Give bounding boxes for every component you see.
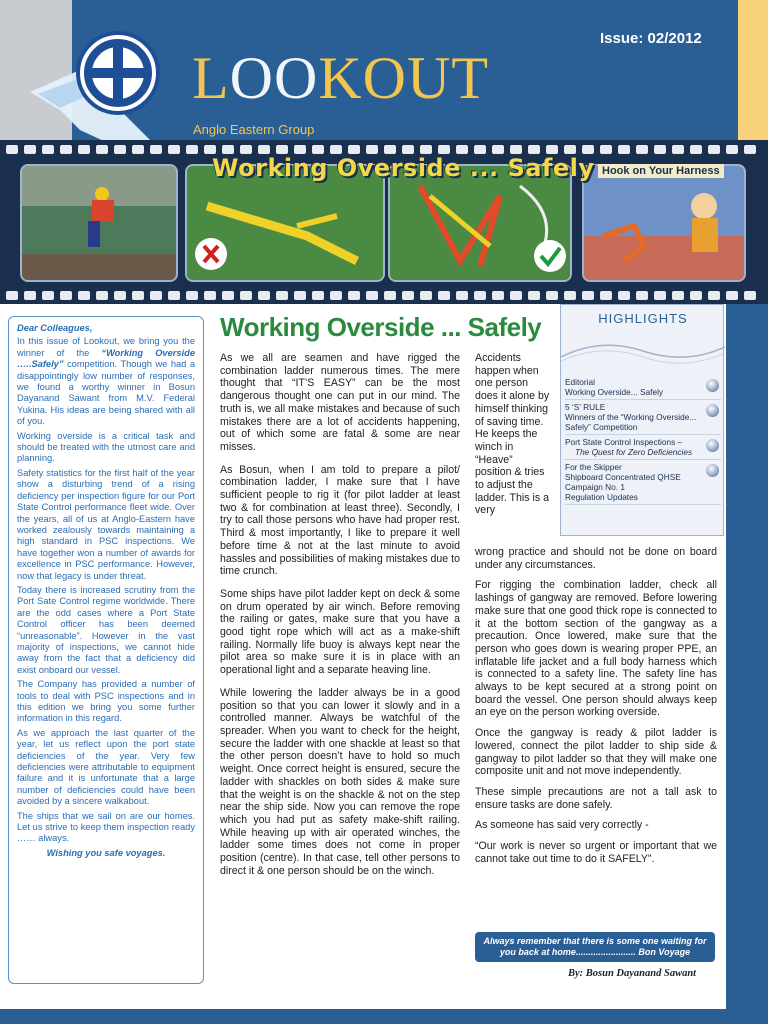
article-paragraph: Once the gangway is ready & pilot ladder is lowered, connect the pilot ladder to ship side & gangway to pilot ladder so that they will make one composite unit and not move independently. (475, 727, 717, 778)
bullet-sphere-icon (706, 464, 719, 477)
perforation-hole (564, 145, 576, 154)
editorial-paragraph: Today there is increased scrutiny from the Port Sate Control regime worldwide. There are the odd cases where a Port State Control officer has been deemed “unreasonable”. However in the vast majority of inspections, we cannot hide away from the fact that a deficiency did exist onboard our vessel. (17, 584, 195, 675)
perforation-hole (294, 145, 306, 154)
anglo-eastern-logo-icon (75, 30, 161, 116)
editorial-paragraph: The ships that we sail on are our homes. Let us strive to keep them inspection ready …… always. (17, 810, 195, 844)
editorial-box (8, 316, 204, 984)
perforation-hole (366, 291, 378, 300)
perforation-hole (582, 291, 594, 300)
photo-filmstrip (0, 140, 768, 304)
perforation-hole (114, 145, 126, 154)
perforation-hole (330, 291, 342, 300)
perforation-hole (726, 145, 738, 154)
article-byline: By: Bosun Dayanand Sawant (568, 968, 697, 979)
perforation-hole (546, 145, 558, 154)
perforation-hole (618, 291, 630, 300)
article-title: Working Overside ... Safely (220, 312, 542, 342)
article-paragraph: For rigging the combination ladder, check all lashings of gangway are removed. Before lowering make sure that one good thick rope is connected to it at the bottom section of the gangway as a precaution. Once lowered, make sure that the person who goes down is wearing proper PPE, an inflatable life jacket and a full body harness which is connected to a safety line. The safety line has always to be kept secured at a strong point on board the vessel. One person should always keep an eye on the person working overside. (475, 579, 717, 719)
masthead-yellow-bar (738, 0, 768, 140)
editorial-signoff: Wishing you safe voyages. (46, 847, 166, 858)
editorial-paragraph: Working overside is a critical task and should be treated with the utmost care and planning. (17, 430, 195, 464)
perforation-hole (168, 145, 180, 154)
article-column-right-narrow: Accidents happen when one person does it alone by himself thinking of saving time. He keeps the winch in “Heave” position & tries to adjust the ladder. This is a very (475, 352, 550, 517)
article-paragraph: Some ships have pilot ladder kept on deck & some on drum operated by air winch. Before removing the railing or gates, make sure that you have a good tight rope which will act as a make-shift railing. Normally life buoy is always kept near the pilot area so make sure it is in place with an operational light and a separate heaving line. (220, 587, 460, 677)
perforation-hole (384, 145, 396, 154)
perforation-hole (96, 291, 108, 300)
editorial-paragraph: In this issue of Lookout, we bring you the winner of the “Working Overside …..Safely” competition. Though we had a disappointingly low number of responses, we found a worthy winner in Bosun Dayanand Sawant from M.V. Federal Yukina. His ideas are being shared with all of you. (17, 336, 195, 427)
perforation-hole (348, 145, 360, 154)
perforation-hole (618, 145, 630, 154)
perforation-hole (402, 291, 414, 300)
perforation-hole (726, 291, 738, 300)
perforation-hole (492, 145, 504, 154)
perforation-hole (276, 145, 288, 154)
perforation-hole (204, 291, 216, 300)
perforation-hole (6, 145, 18, 154)
bullet-sphere-icon (706, 439, 719, 452)
article-column-right (475, 546, 717, 873)
highlights-item[interactable]: For the Skipper Shipboard Concentrated QHSE Campaign No. 1 Regulation Updates (565, 460, 721, 505)
perforation-hole (438, 145, 450, 154)
article-paragraph: As we all are seamen and have rigged the combination ladder numerous times. The mere thought that “IT’S EASY” can be the most dangerous thought one can put in our mind. The truth is, we all make mistakes and because of such mistakes there are a lot of accidents happening, out of which some are fatal & some are near misses. (220, 352, 460, 453)
editorial-paragraph: Safety statistics for the first half of the year show a disturbing trend of a rising deficiency per inspection figure for our Port State Control performance fleet wide. Over the years, all of us at Anglo-Eastern have worked zealously towards maintaining a high standard in PSC inspections. We have together won a number of awards for excellence in PSC performance. However, now that legacy is under threat. (17, 467, 195, 581)
perforation-hole (708, 291, 720, 300)
article-paragraph: As someone has said very correctly - (475, 819, 649, 832)
perforation-hole (438, 291, 450, 300)
perforation-hole (114, 291, 126, 300)
perforation-hole (492, 291, 504, 300)
perforation-hole (672, 291, 684, 300)
cartoon-caption: Hook on Your Harness (598, 164, 724, 178)
perforation-hole (564, 291, 576, 300)
perforation-hole (546, 291, 558, 300)
perforation-hole (510, 291, 522, 300)
perforation-hole (150, 291, 162, 300)
perforation-hole (690, 291, 702, 300)
highlights-list (565, 375, 721, 505)
article-quote: “Our work is never so urgent or important that we cannot take out time to do it SAFELY”. (475, 840, 717, 865)
perforation-hole (258, 145, 270, 154)
highlights-title: HIGHLIGHTS (598, 311, 688, 326)
perforation-hole (240, 145, 252, 154)
perforation-hole (24, 291, 36, 300)
editorial-paragraph: As we approach the last quarter of the year, let us reflect upon the port state deficiencies of the year. Very few deficiencies were attributable to equipment failure and it is unfortunate that a large number of deficiencies could have been avoided by a sincere walkabout. (17, 727, 195, 807)
reminder-callout: Always remember that there is some one waiting for you back at home........................ Bon Voyage (475, 932, 715, 962)
perforation-hole (312, 291, 324, 300)
perforation-hole (276, 291, 288, 300)
article-paragraph: As Bosun, when I am told to prepare a pilot/ combination ladder, I make sure that I have sufficient people to rig it (for pilot ladder at least two & for combination at least three). Secondly, I try to call those persons who have had proper rest. Third & most importantly, I like to prepare it well before time & not at the last minute to avoid hassles and possibilities of making mistakes due to time crunch. (220, 463, 460, 578)
perforation-hole (708, 145, 720, 154)
perforation-hole (222, 145, 234, 154)
perforation-hole (42, 291, 54, 300)
perforation-hole (474, 291, 486, 300)
bullet-sphere-icon (706, 379, 719, 392)
perforation-hole (186, 145, 198, 154)
perforation-hole (600, 291, 612, 300)
perforation-hole (312, 145, 324, 154)
highlights-wave-icon (561, 329, 725, 369)
perforation-hole (744, 291, 756, 300)
perforation-hole (60, 145, 72, 154)
highlights-item[interactable]: Port State Control Inspections – The Quest for Zero Deficiencies (565, 435, 721, 460)
perforation-hole (132, 145, 144, 154)
perforation-hole (78, 291, 90, 300)
perforation-hole (384, 291, 396, 300)
perforation-hole (600, 145, 612, 154)
masthead-org: Anglo Eastern Group (193, 122, 315, 137)
perforation-hole (744, 145, 756, 154)
perforation-hole (240, 291, 252, 300)
highlights-item[interactable]: Editorial Working Overside... Safely (565, 375, 721, 400)
article-column-left (220, 352, 460, 887)
perforation-hole (420, 291, 432, 300)
page-right-bar (738, 304, 768, 1009)
perforation-hole (528, 145, 540, 154)
perforation-hole (150, 145, 162, 154)
perforation-hole (24, 145, 36, 154)
perforation-hole (186, 291, 198, 300)
filmstrip-perforations-bottom (0, 291, 768, 305)
perforation-hole (348, 291, 360, 300)
perforation-hole (510, 145, 522, 154)
article-paragraph: These simple precautions are not a tall ask to ensure tasks are done safely. (475, 785, 717, 811)
perforation-hole (132, 291, 144, 300)
filmstrip-title: Working Overside ... Safely (212, 154, 595, 182)
newsletter-page (0, 304, 726, 1009)
perforation-hole (474, 145, 486, 154)
editorial-paragraph: The Company has provided a number of tools to deal with PSC inspections and in this edition we bring you some further information in this regard. (17, 679, 195, 724)
perforation-hole (654, 145, 666, 154)
article-paragraph: While lowering the ladder always be in a good position so that you can lower it slowly and in a controlled manner. Always be watchful of the spreader. When you want to check for the height, secure the ladder with one shackle at least so that the other person doesn’t have to hold so much weight. Once correct height is ensured, secure the ladder with shackles on both sides & make sure that the weight is on the shackle & not on the step near the ship side. Now you can remove the rope which you had put as safety make-shift railing. While heaving up with air operated winches, the ladder some times does not come in proper position (centre). In that case, tell other persons to direct it & one person should be on the winch. (220, 686, 460, 877)
perforation-hole (222, 291, 234, 300)
perforation-hole (6, 291, 18, 300)
highlights-item[interactable]: 5 ‘S’ RULE Winners of the “Working Overside... Safely” Competition (565, 400, 721, 435)
perforation-hole (420, 145, 432, 154)
editorial-greeting: Dear Colleagues, (17, 323, 93, 333)
perforation-hole (456, 291, 468, 300)
perforation-hole (654, 291, 666, 300)
perforation-hole (42, 145, 54, 154)
perforation-hole (690, 145, 702, 154)
perforation-hole (96, 145, 108, 154)
perforation-hole (402, 145, 414, 154)
perforation-hole (672, 145, 684, 154)
issue-number: Issue: 02/2012 (600, 30, 702, 47)
masthead-title: LOOKOUT (192, 45, 489, 111)
perforation-hole (258, 291, 270, 300)
bullet-sphere-icon (706, 404, 719, 417)
perforation-hole (330, 145, 342, 154)
perforation-hole (294, 291, 306, 300)
perforation-hole (528, 291, 540, 300)
perforation-hole (168, 291, 180, 300)
article-paragraph: wrong practice and should not be done on board under any circumstances. (475, 546, 717, 571)
perforation-hole (366, 145, 378, 154)
highlights-box (560, 304, 724, 536)
perforation-hole (582, 145, 594, 154)
perforation-hole (60, 291, 72, 300)
cartoon-hook-on-harness (582, 164, 746, 282)
perforation-hole (78, 145, 90, 154)
perforation-hole (204, 145, 216, 154)
photo-worker-overside (20, 164, 178, 282)
perforation-hole (456, 145, 468, 154)
perforation-hole (636, 291, 648, 300)
perforation-hole (636, 145, 648, 154)
